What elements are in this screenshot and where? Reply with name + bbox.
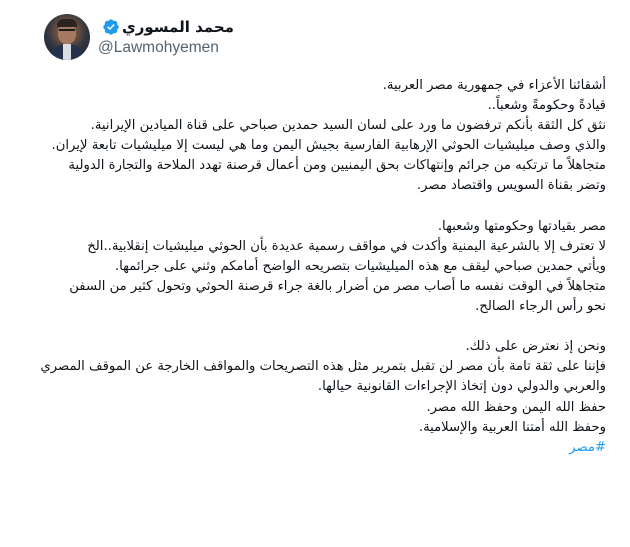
hashtag-link[interactable]: #مصر (569, 439, 606, 455)
verified-badge-icon (102, 18, 120, 36)
tweet-line: حفظ الله اليمن وحفظ الله مصر. (426, 399, 606, 415)
tweet-line: ونحن إذ نعترض على ذلك. (465, 339, 606, 355)
tweet-line: وحفظ الله أمتنا العربية والإسلامية. (418, 419, 606, 435)
tweet-line: والعربي والدولي دون إتخاذ الإجراءات القانونية حيالها. (317, 379, 606, 395)
tweet-text (28, 76, 606, 458)
tweet-line: والذي وصف ميليشيات الحوثي الإرهابية الفارسية بجيش اليمن وما هي ليست إلا ميليشيات تابعة لإيران. (51, 138, 606, 154)
name-row (98, 17, 234, 37)
tweet-line: فإننا على ثقة تامة بأن مصر لن تقبل بتمرير مثل هذه التصريحات والمواقف الخارجة عن الموقف المصري (40, 359, 606, 375)
tweet-line: ويأتي حمدين صباحي ليقف مع هذه الميليشيات بتصريحه الواضح أمامكم وثني على جرائمها. (114, 258, 606, 274)
author-display-name[interactable]: محمد المسوري (122, 17, 234, 36)
author-handle[interactable]: @Lawmohyemen (98, 38, 219, 56)
tweet-line: وتضر بقناة السويس واقتصاد مصر. (416, 178, 606, 194)
tweet-line: أشقائنا الأعزاء في جمهورية مصر العربية. (382, 78, 606, 93)
avatar[interactable] (44, 14, 90, 60)
tweet-line: نحو رأس الرجاء الصالح. (475, 299, 606, 315)
tweet-header (44, 14, 234, 60)
tweet-line: قيادةً وحكومةً وشعباً.. (487, 98, 606, 114)
tweet-line: نثق كل الثقة بأنكم ترفضون ما ورد على لسان السيد حمدين صباحي على قناة الميادين الإيرانية. (90, 118, 606, 134)
tweet-line: مصر بقيادتها وحكومتها وشعبها. (437, 218, 606, 234)
tweet-line: لا تعترف إلا بالشرعية اليمنية وأكدت في مواقف رسمية عديدة بأن الحوثي ميليشيات إنقلابية..الخ (87, 238, 606, 254)
tweet-line: متجاهلاً في الوقت نفسه ما أصاب مصر من أضرار بالغة جراء قرصنة الحوثي وتحول كثير من السفن (69, 278, 606, 294)
author-info (98, 17, 234, 58)
tweet-line: متجاهلاً ما ترتكبه من جرائم وإنتهاكات بحق اليمنيين ومن أعمال قرصنة تهدد الملاحة والتجارة الدولية (68, 158, 606, 174)
